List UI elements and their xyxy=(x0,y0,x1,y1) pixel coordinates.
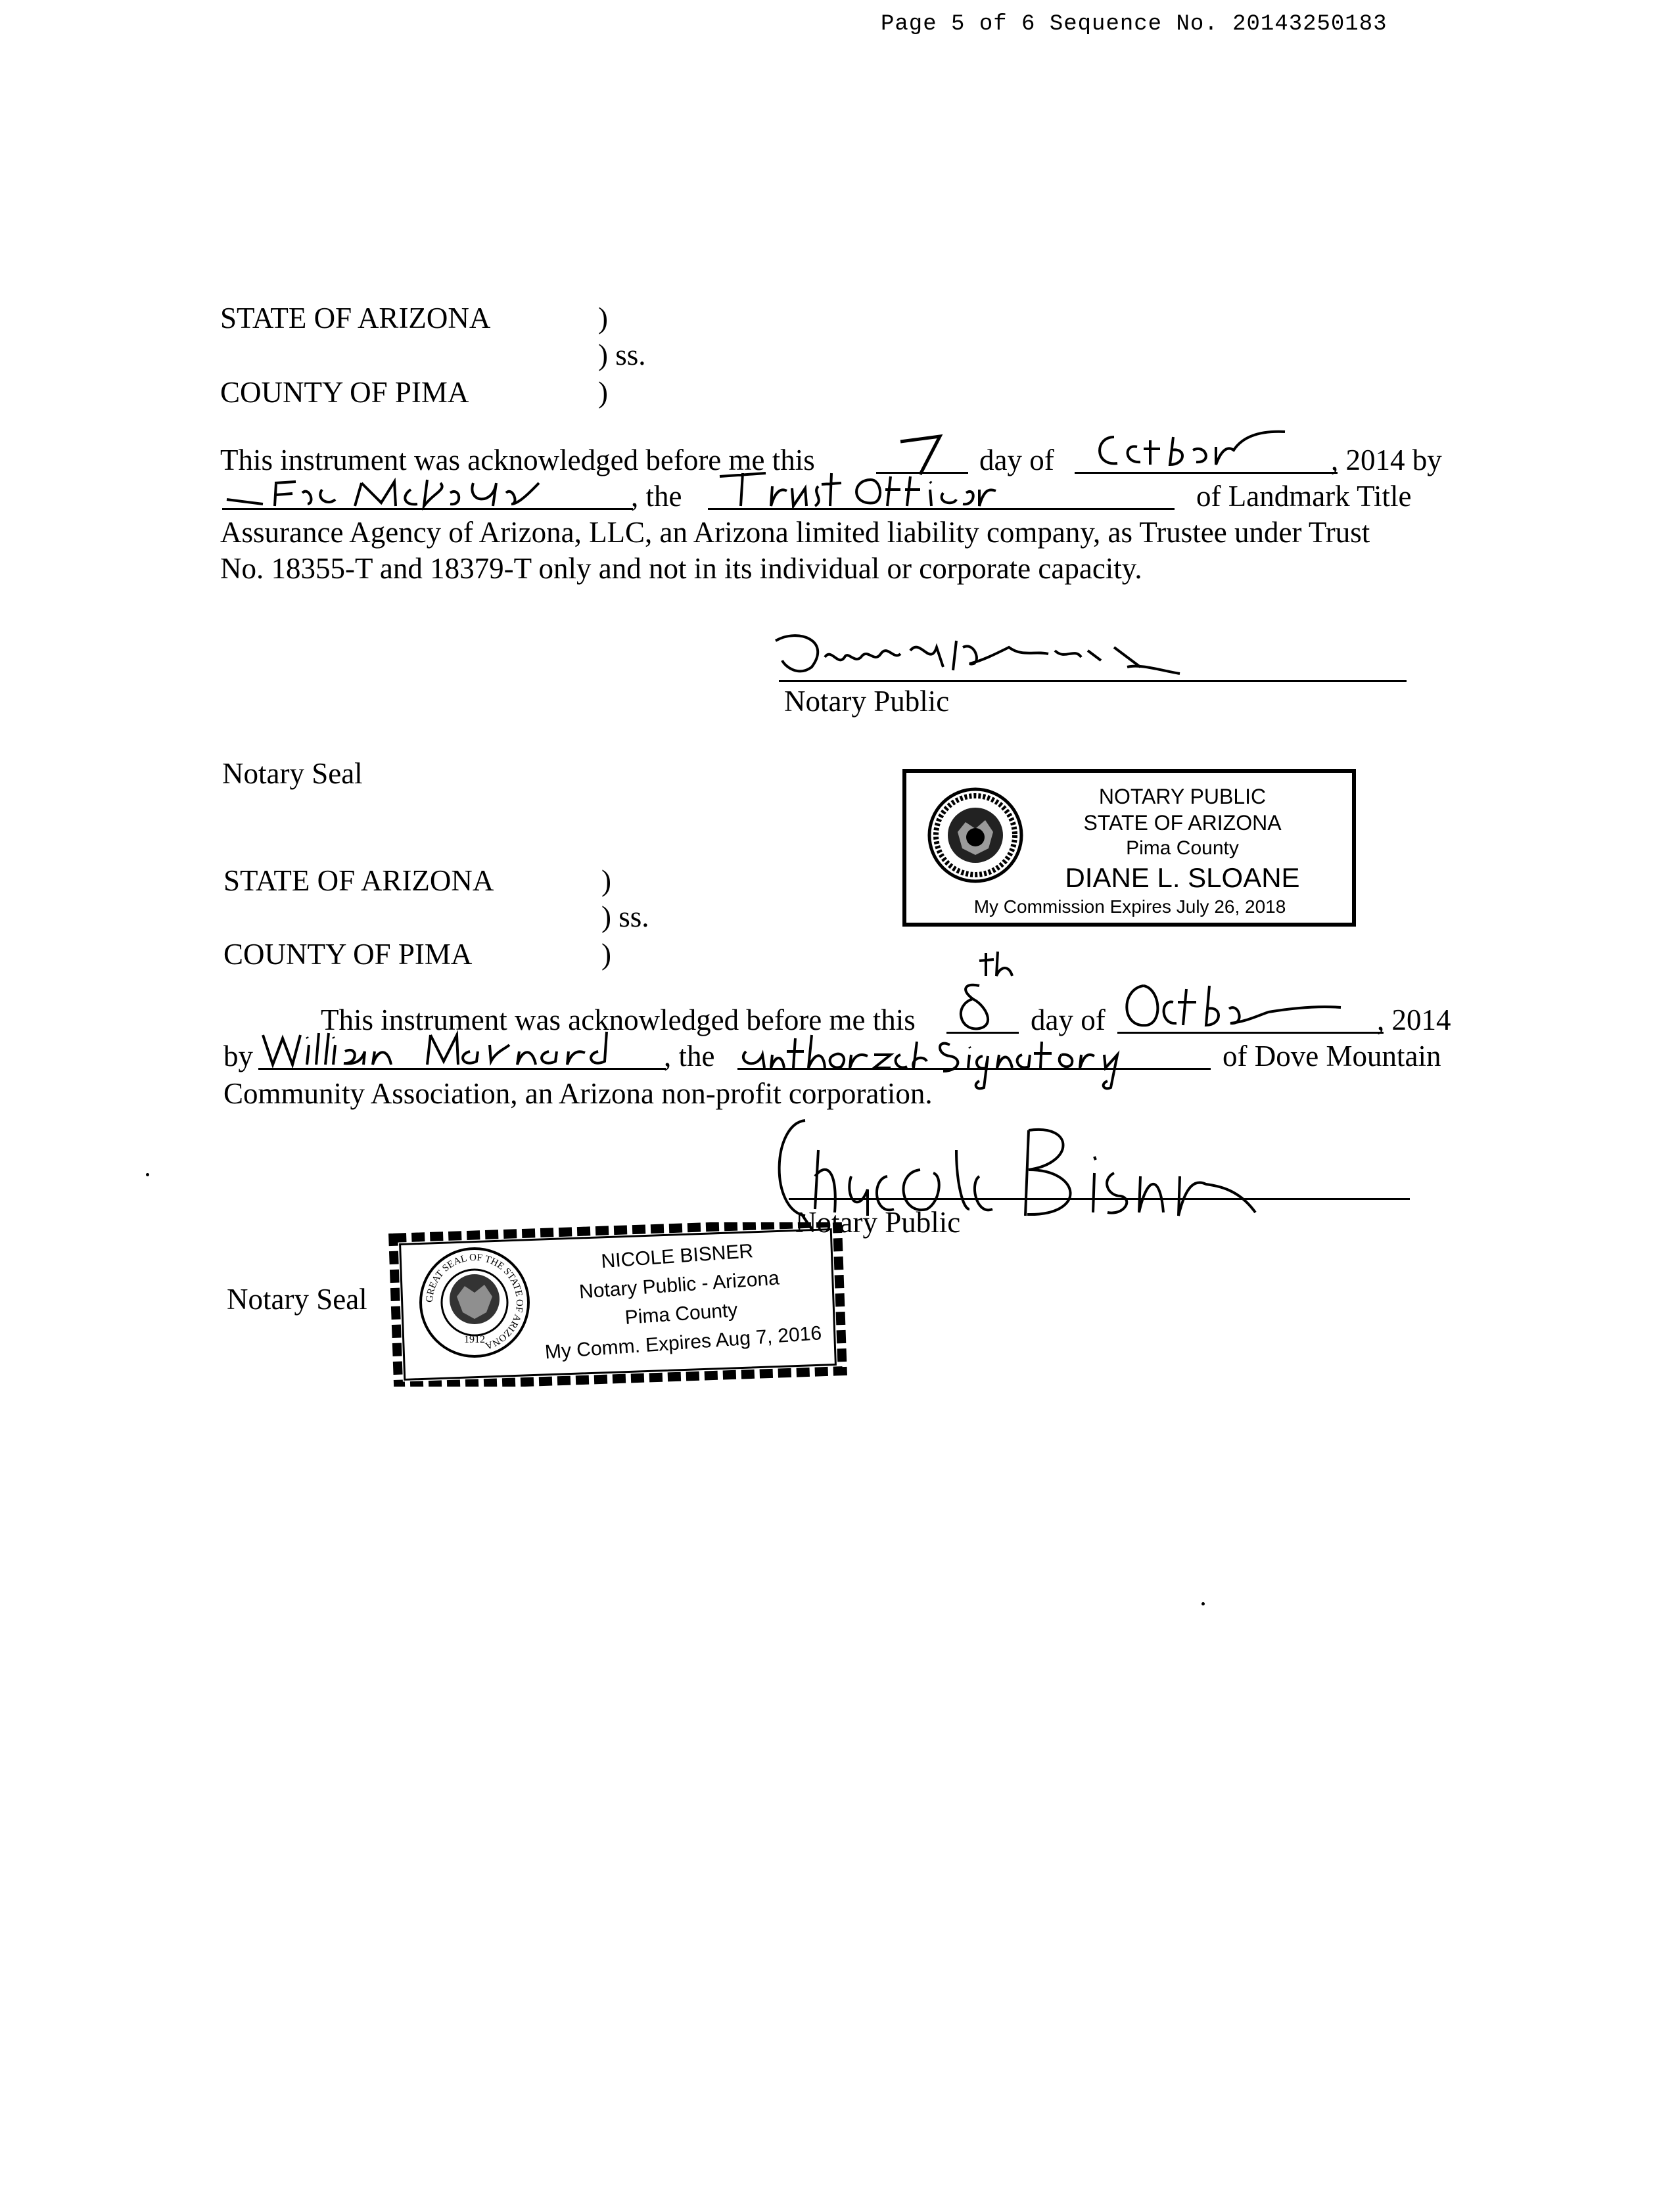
notary2-seal-label: Notary Seal xyxy=(227,1283,367,1316)
ack1-line4: No. 18355-T and 18379-T only and not in its individual or corporate capacity. xyxy=(220,552,1142,585)
stamp1-line1: NOTARY PUBLIC xyxy=(1098,785,1267,808)
great-seal-arizona-icon xyxy=(417,1245,532,1360)
notary1-signature-line xyxy=(779,680,1407,682)
ack2-intro: This instrument was acknowledged before me this xyxy=(321,1003,916,1036)
stamp2-county: Pima County xyxy=(624,1299,739,1329)
ack1-name-handwriting xyxy=(223,463,631,519)
handwritten-signature-1 xyxy=(772,621,1193,687)
venue-state-2: STATE OF ARIZONA xyxy=(223,864,494,897)
ack1-the: , the xyxy=(631,480,682,513)
page-sequence-header: Page 5 of 6 Sequence No. 20143250183 xyxy=(881,12,1387,37)
venue-paren-2b: ) xyxy=(601,938,611,971)
venue-paren-2a: ) xyxy=(601,864,611,897)
ack2-by: by xyxy=(223,1040,253,1072)
ack1-month-handwriting xyxy=(1088,424,1338,480)
venue-ss-2: ) ss. xyxy=(601,900,649,933)
ack2-line3: Community Association, an Arizona non-profit corporation. xyxy=(223,1077,933,1110)
ack2-day-of: day of xyxy=(1031,1003,1106,1036)
handwritten-october xyxy=(1088,424,1338,476)
venue-paren-1a: ) xyxy=(598,302,608,334)
stamp2-expiry: My Comm. Expires Aug 7, 2016 xyxy=(544,1322,823,1364)
stamp1-name: DIANE L. SLOANE xyxy=(1065,862,1300,893)
handwritten-name-maynard xyxy=(260,1025,661,1074)
seal-ring-text: GREAT SEAL OF THE STATE OF ARIZONA xyxy=(424,1252,525,1351)
handwritten-name-mckenna xyxy=(223,463,631,516)
notary2-label: Notary Public xyxy=(795,1206,961,1239)
venue-state-1: STATE OF ARIZONA xyxy=(220,302,491,334)
venue-paren-1b: ) xyxy=(598,376,608,409)
scan-speck xyxy=(146,1173,149,1176)
notary1-label: Notary Public xyxy=(784,685,950,718)
ack2-of-dove: of Dove Mountain xyxy=(1223,1040,1441,1072)
ack2-year: , 2014 xyxy=(1377,1003,1451,1036)
ack1-intro: This instrument was acknowledged before me this xyxy=(220,444,815,476)
stamp2-title: Notary Public - Arizona xyxy=(578,1267,780,1303)
notary2-signature-line xyxy=(789,1198,1410,1200)
ack1-of-landmark: of Landmark Title xyxy=(1196,480,1412,513)
arizona-seal-icon xyxy=(926,786,1025,885)
ack1-year-by: , 2014 by xyxy=(1331,444,1442,476)
stamp2-text-block xyxy=(522,1232,838,1368)
venue-ss-1: ) ss. xyxy=(598,338,646,371)
ack2-name-handwriting xyxy=(260,1025,661,1078)
seal-year: 1912 xyxy=(464,1334,485,1345)
handwritten-trust-officer xyxy=(713,463,1002,516)
notary1-seal-label: Notary Seal xyxy=(222,757,363,790)
scan-speck xyxy=(1201,1602,1205,1605)
stamp2-name: NICOLE BISNER xyxy=(600,1240,755,1273)
stamp1-line2: STATE OF ARIZONA xyxy=(1083,811,1282,835)
ack1-title-handwriting xyxy=(713,463,1002,519)
notary-stamp-sloane xyxy=(902,769,1356,927)
stamp1-expiry: My Commission Expires July 26, 2018 xyxy=(973,896,1286,917)
notary-stamp-bisner xyxy=(388,1222,848,1387)
stamp1-line3: Pima County xyxy=(1126,837,1239,859)
ack2-the: , the xyxy=(664,1040,715,1072)
ack1-day-of: day of xyxy=(979,444,1054,476)
ack1-line3: Assurance Agency of Arizona, LLC, an Arizona limited liability company, as Trustee under Trust xyxy=(220,516,1370,549)
venue-county-2: COUNTY OF PIMA xyxy=(223,938,473,971)
venue-county-1: COUNTY OF PIMA xyxy=(220,376,469,409)
